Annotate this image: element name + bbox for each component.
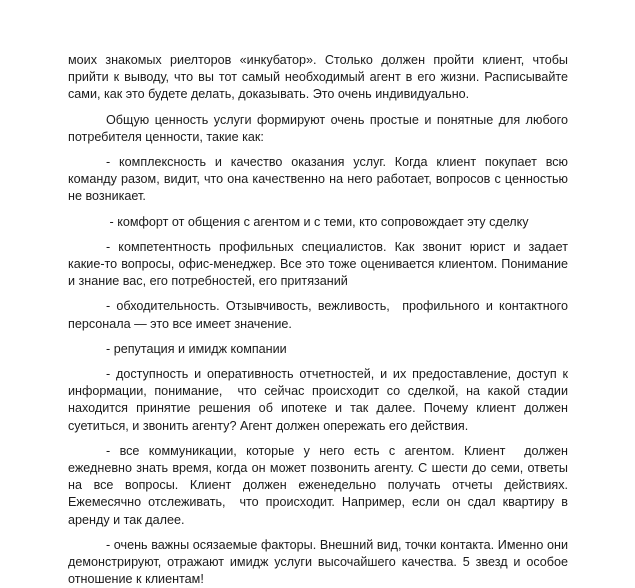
list-item-communications: - все коммуникации, которые у него есть с агентом. Клиент должен ежедневно знать время, когда он может позвонить агенту. С шести до семи, ответы на все вопросы. Клиент должен еженедельно получать отчеты действиях. Ежемесячно отслеживать, что происходит. Например, если он сдал квартиру в аренду и так далее. [68,443,575,527]
list-item-comfort: - комфорт от общения с агентом и с теми, кто сопровождает эту сделку [106,214,529,229]
list-item-reputation-image: - репутация и имидж компании [106,341,287,356]
document-text-body [68,52,575,588]
paragraph-continuation: моих знакомых риелторов «инкубатор». Столько должен пройти клиент, чтобы прийти к выводу, что вы тот самый необходимый агент в его жизни. Расписывайте сами, как это будете делать, доказывать. Это очень индивидуально. [68,53,572,102]
list-item-tangible-factors: - очень важны осязаемые факторы. Внешний вид, точки контакта. Именно они демонстрируют, отражают имидж услуги высочайшего качества. 5 звезд и особое отношение к клиентам! [68,537,572,587]
list-item-availability-reporting: - доступность и оперативность отчетностей, и их предоставление, доступ к информации, понимание, что сейчас происходит со сделкой, на какой стадии находится принятие решения об ипотеке и так далее. Почему клиент должен суетиться, и звонить агенту? Агент должен опережать его действия. [68,367,572,433]
list-item-courtesy: - обходительность. Отзывчивость, вежливость, профильного и контактного персонала — это все имеет значение. [68,299,572,331]
list-item-competence: - компетентность профильных специалистов. Как звонит юрист и задает какие-то вопросы, офис-менеджер. Все это тоже оценивается клиентом. Понимание и знание вас, его потребностей, его притязаний [68,239,572,289]
paragraph-value-intro: Общую ценность услуги формируют очень простые и понятные для любого потребителя ценности, такие как: [68,112,572,144]
list-item-complexity-quality: - комплексность и качество оказания услуг. Когда клиент покупает всю команду разом, видит, что она качественно на него работает, вопросов с ценностью не возникает. [68,155,572,204]
